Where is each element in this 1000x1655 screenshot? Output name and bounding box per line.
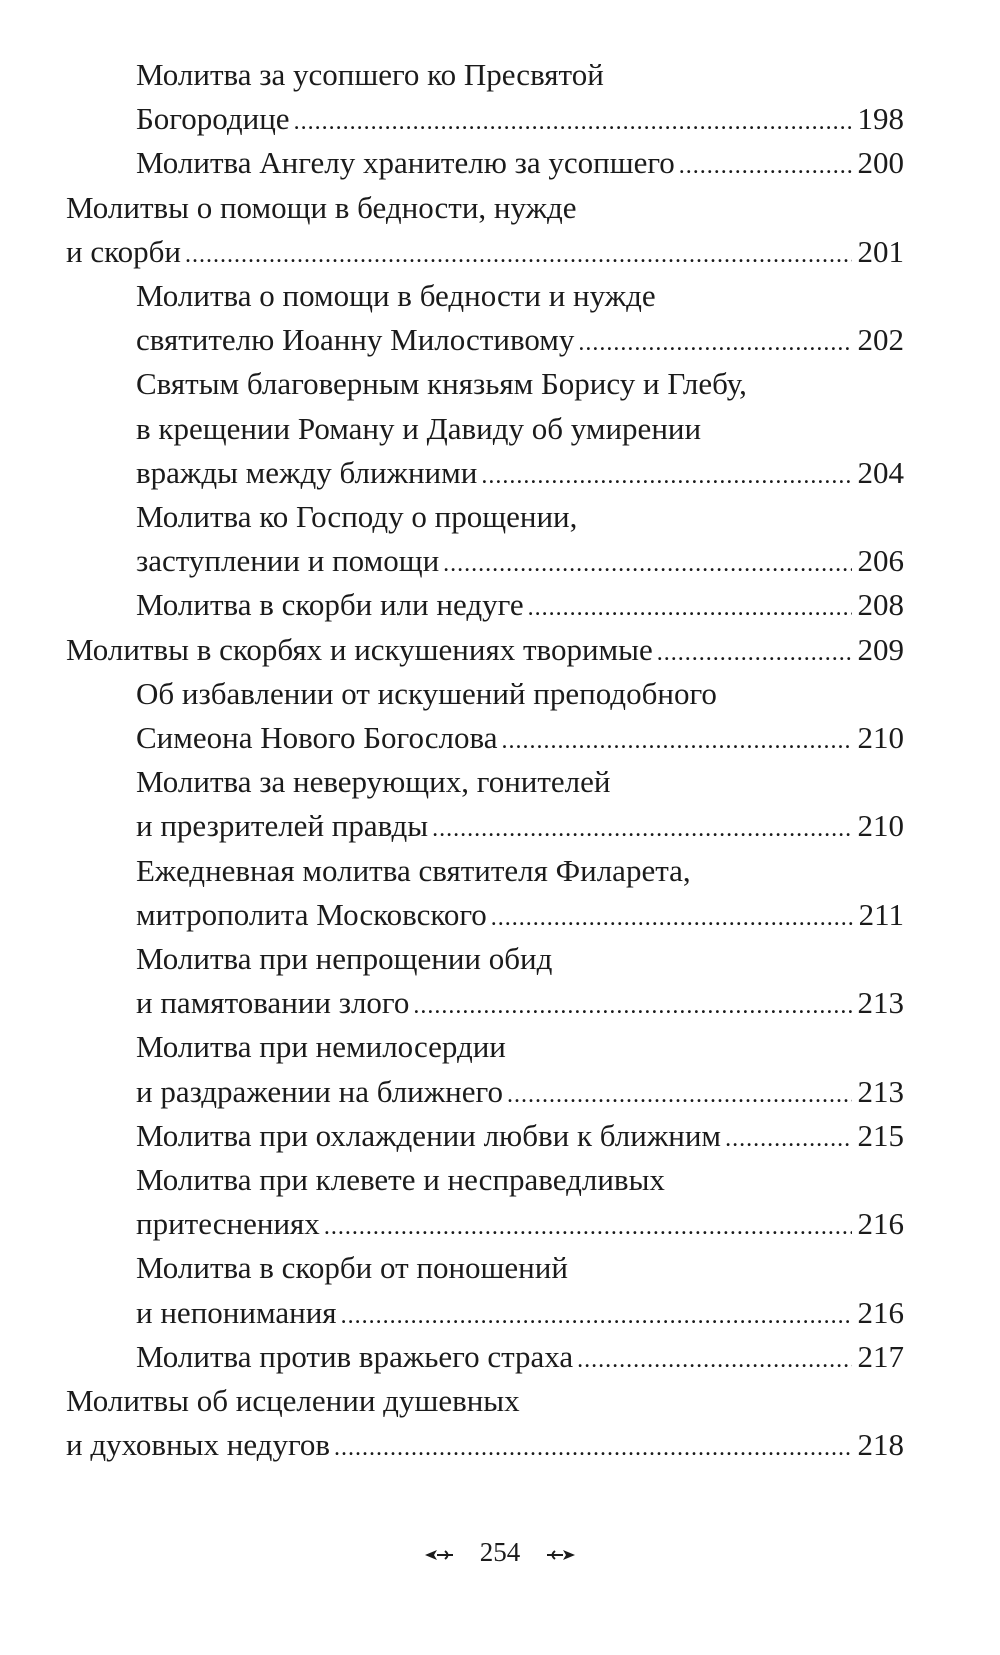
toc-page-number: 201 [857,233,904,269]
dot-leader [443,541,851,587]
dot-leader [491,895,853,941]
dot-leader [294,99,852,145]
toc-page-number: 208 [857,587,904,623]
right-ornament-icon [545,1547,577,1563]
toc-entry-title: Молитвы об исцелении душевных [66,1383,520,1418]
toc-entry-title: Молитва в скорби или недуге [136,587,524,623]
toc-entry-title: притеснениях [136,1206,320,1242]
toc-line [66,229,904,275]
toc-entry-title: Молитва при клевете и несправедливых [136,1162,665,1197]
toc-entry-title: Молитвы в скорбях и искушениях творимые [66,631,653,667]
toc-page-number: 218 [857,1427,904,1463]
dot-leader [341,1293,852,1339]
toc-entry-title: и непонимания [136,1294,337,1330]
left-ornament-icon [423,1547,455,1563]
toc-entry-title: Молитва о помощи в бедности и нужде [136,278,656,313]
toc-page-number: 215 [857,1117,904,1153]
dot-leader [501,718,851,764]
dot-leader [578,320,851,366]
toc-line [136,406,701,452]
toc-entry-title: и презрителей правды [136,808,429,844]
toc-entry-title: Молитва ко Господу о прощении, [136,499,578,534]
toc-line [66,627,904,673]
toc-line [136,1201,904,1247]
toc-line [136,848,691,894]
toc-line [136,582,904,628]
toc-entry-title: Симеона Нового Богослова [136,720,498,755]
toc-line [136,1245,568,1291]
page-number: 254 [479,1537,521,1567]
toc-entry-title: митрополита Московского [136,896,487,932]
toc-line [136,494,577,540]
dot-leader [432,806,851,852]
toc-line [66,1422,904,1468]
toc-entry-title: Молитва в скорби от поношений [136,1250,568,1286]
toc-entry-title: Молитва Ангелу хранителю за усопшего [136,145,675,181]
toc-entry-title: Ежедневная молитва святителя Филарета, [136,852,691,888]
toc-line [136,52,604,98]
dot-leader [185,232,852,278]
toc-entry-title: Богородице [136,101,290,137]
toc-entry-title: Святым благоверным князьям Борису и Глебу, [136,366,747,402]
toc-entry-title: Молитва против вражьего страха [136,1338,574,1374]
toc-page-number: 213 [857,1073,904,1109]
toc-line [136,273,656,319]
toc-line [136,759,611,805]
toc-page-number: 216 [857,1294,904,1330]
toc-line [136,715,904,761]
toc-page-number: 213 [857,985,904,1021]
toc-entry-title: Молитва при немилосердии [136,1029,506,1065]
toc-entry-title: заступлении и помощи [136,543,440,579]
toc-entry-title: и раздражении на ближнего [136,1073,503,1109]
toc-page-number: 217 [857,1338,904,1374]
toc-line [136,980,904,1026]
dot-leader [528,585,852,631]
toc-line [136,1334,904,1380]
toc-line [136,140,904,186]
toc-line [136,361,747,407]
toc-line [136,96,904,142]
toc-page-number: 202 [857,322,904,358]
toc-line [136,671,717,717]
toc-line [136,538,904,584]
toc-page-number: 211 [858,896,904,932]
dot-leader [657,630,852,676]
toc-entry-title: Молитва за неверующих, гонителей [136,764,611,800]
toc-entry-title: Молитва за усопшего ко Пресвятой [136,57,604,92]
page-footer [0,1534,1000,1570]
toc-line [136,1157,665,1203]
toc-line [136,892,904,938]
toc-line [136,1069,904,1115]
toc-entry-title: Об избавлении от искушений преподобного [136,675,717,711]
toc-page-number: 210 [857,720,904,755]
toc-line [136,317,904,363]
toc-entry-title: вражды между ближними [136,454,478,490]
toc-entry-title: святителю Иоанну Милостивому [136,322,575,358]
toc-line [136,936,552,982]
toc-line [136,1024,506,1070]
dot-leader [577,1337,851,1383]
dot-leader [413,983,851,1029]
toc-entry-title: и духовных недугов [66,1427,331,1463]
toc-line [136,1113,904,1159]
toc-page-number: 210 [857,808,904,844]
toc-page-number: 198 [857,101,904,137]
dot-leader [725,1116,851,1162]
toc-entry-title: Молитвы о помощи в бедности, нужде [66,189,577,225]
toc-page-number: 204 [857,454,904,490]
toc-page-number: 206 [857,543,904,579]
dot-leader [507,1072,852,1118]
toc-line [66,185,577,231]
toc-entry-title: Молитва при охлаждении любви к ближним [136,1117,722,1153]
toc-entry-title: и памятовании злого [136,985,410,1021]
toc-entry-title: в крещении Роману и Давиду об умирении [136,410,702,446]
toc-line [66,1378,520,1424]
dot-leader [481,453,851,499]
toc-line [136,450,904,496]
dot-leader [679,143,852,189]
toc-page-number: 209 [857,631,904,667]
toc-page-number: 200 [857,145,904,181]
toc-line [136,803,904,849]
toc-line [136,1290,904,1336]
toc-entry-title: и скорби [66,233,181,269]
dot-leader [334,1425,851,1471]
toc-page-number: 216 [857,1206,904,1242]
toc-entry-title: Молитва при непрощении обид [136,941,553,976]
dot-leader [324,1204,852,1250]
